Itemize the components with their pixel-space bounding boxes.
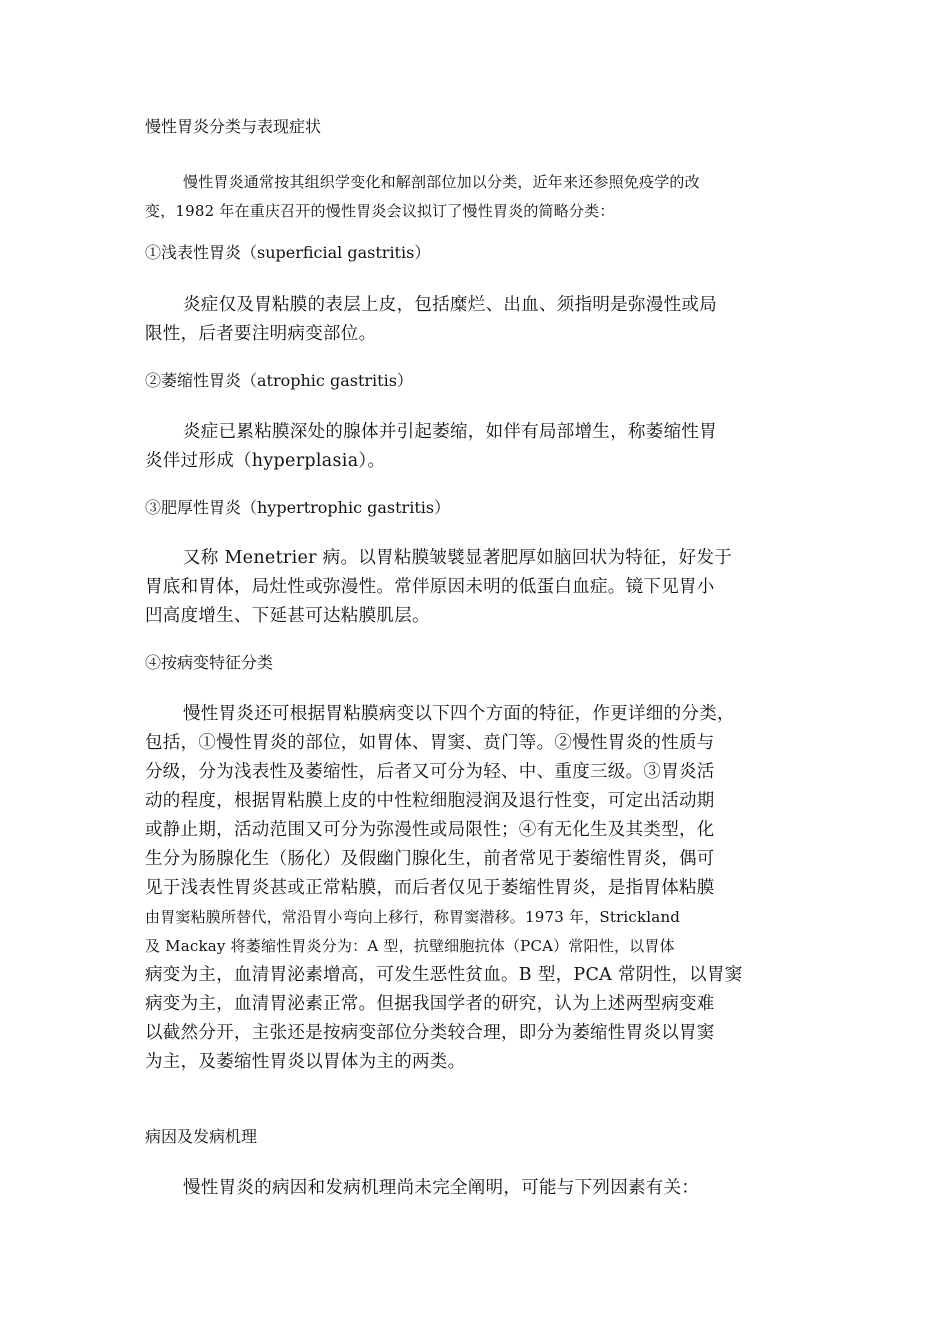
section-3-line-2: 胃底和胃体，局灶性或弥漫性。常伴原因未明的低蛋白血症。镜下见胃小	[145, 577, 715, 597]
section-4-line-9: 及 Mackay 将萎缩性胃炎分为：A 型，抗壁细胞抗体（PCA）常阳性，以胃体	[145, 937, 675, 955]
section-3-line-3: 凹高度增生、下延甚可达粘膜肌层。	[145, 606, 430, 626]
section-1-heading: ①浅表性胃炎（superficial gastritis）	[145, 243, 431, 262]
section-4-line-2: 包括，①慢性胃炎的部位，如胃体、胃窦、贲门等。②慢性胃炎的性质与	[145, 733, 715, 753]
section-5-line-1: 慢性胃炎的病因和发病机理尚未完全阐明，可能与下列因素有关：	[183, 1178, 700, 1198]
section-4-line-6: 生分为肠腺化生（肠化）及假幽门腺化生，前者常见于萎缩性胃炎，偶可	[145, 849, 715, 869]
section-2-heading: ②萎缩性胃炎（atrophic gastritis）	[145, 371, 413, 390]
section-1-line-1: 炎症仅及胃粘膜的表层上皮，包括糜烂、出血、须指明是弥漫性或局	[183, 295, 717, 315]
section-2-line-2: 炎伴过形成（hyperplasia）。	[145, 451, 386, 471]
section-4-line-7: 见于浅表性胃炎甚或正常粘膜，而后者仅见于萎缩性胃炎，是指胃体粘膜	[145, 878, 715, 898]
section-4-line-4: 动的程度，根据胃粘膜上皮的中性粒细胞浸润及退行性变，可定出活动期	[145, 791, 715, 811]
section-3-heading: ③肥厚性胃炎（hypertrophic gastritis）	[145, 498, 451, 517]
section-4-line-13: 为主，及萎缩性胃炎以胃体为主的两类。	[145, 1052, 466, 1072]
intro-line-1: 慢性胃炎通常按其组织学变化和解剖部位加以分类，近年来还参照免疫学的改	[183, 173, 700, 191]
intro-line-2: 变，1982 年在重庆召开的慢性胃炎会议拟订了慢性胃炎的简略分类：	[145, 202, 615, 220]
section-4-line-10: 病变为主，血清胃泌素增高，可发生恶性贫血。B 型，PCA 常阴性，以胃窦	[145, 965, 743, 985]
section-4-heading: ④按病变特征分类	[145, 653, 274, 672]
section-3-line-1: 又称 Menetrier 病。以胃粘膜皱襞显著肥厚如脑回状为特征，好发于	[183, 548, 733, 568]
section-4-line-1: 慢性胃炎还可根据胃粘膜病变以下四个方面的特征，作更详细的分类，	[183, 704, 735, 724]
section-1-line-2: 限性，后者要注明病变部位。	[145, 324, 377, 344]
section-4-line-12: 以截然分开，主张还是按病变部位分类较合理，即分为萎缩性胃炎以胃窦	[145, 1023, 715, 1043]
section-4-line-8: 由胃窦粘膜所替代，常沿胃小弯向上移行，称胃窦潜移。1973 年，Strickland	[145, 908, 681, 926]
section-4-line-3: 分级，分为浅表性及萎缩性，后者又可分为轻、中、重度三级。③胃炎活	[145, 762, 715, 782]
section-5-heading: 病因及发病机理	[145, 1127, 258, 1146]
section-2-line-1: 炎症已累粘膜深处的腺体并引起萎缩，如伴有局部增生，称萎缩性胃	[183, 422, 717, 442]
section-4-line-11: 病变为主，血清胃泌素正常。但据我国学者的研究，认为上述两型病变难	[145, 994, 715, 1014]
section-4-line-5: 或静止期，活动范围又可分为弥漫性或局限性；④有无化生及其类型，化	[145, 820, 715, 840]
doc-title: 慢性胃炎分类与表现症状	[145, 117, 322, 136]
